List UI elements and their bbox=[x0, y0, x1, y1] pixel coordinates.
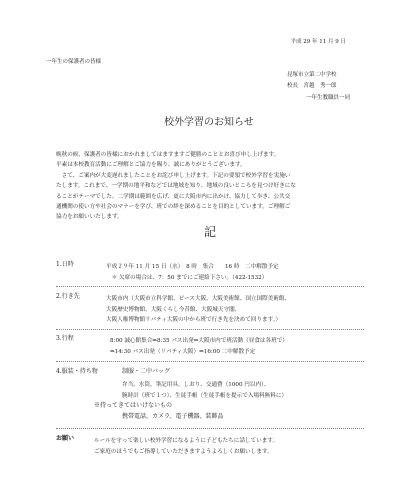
intro-line: 晩秋の候、保護者の皆様におかれましてはますますご健勝のこととお喜び申し上げます。 bbox=[56, 152, 280, 158]
item-label-belongings: 4.服装・持ち物 bbox=[56, 368, 98, 375]
detail-line: 大阪人権博物館リバティ大阪の中から班で行き先を決めて回ります。） bbox=[106, 317, 282, 323]
item-label-destination: 2.行き先 bbox=[56, 293, 80, 300]
intro-line: さて、ご案内が大変遅れましたことをお詫び申し上げます。下記の要領で校外学習を実施い bbox=[56, 172, 291, 179]
recipient: 一年生の保護者の皆様 bbox=[46, 59, 102, 65]
page-title: 校外学習のお知らせ bbox=[164, 117, 254, 128]
detail-line: 大阪歴史博物館、大阪くらし今昔館、大阪城天守閣、 bbox=[106, 306, 241, 313]
item-detail-itinerary bbox=[110, 336, 288, 357]
request-line: ルールを守って楽しい校外学習になるように子どもたちに話しています。 bbox=[94, 438, 279, 444]
intro-line: 通機関の使い方や社会のマナーを学び、班での絆を深めることを目的としています。ご理解ご bbox=[56, 204, 291, 211]
detail-line: 弁当、水筒、筆記用具、しおり、交通費（1000 円以内）、 bbox=[122, 382, 270, 388]
principal-name: 校長 宮越 秀一郎 bbox=[287, 83, 337, 89]
intro-line: たします。これまで、一学期の地平和などでは地域を知り、地域の良いところを見つけ好きにな bbox=[56, 183, 296, 190]
request-text bbox=[94, 436, 278, 457]
divider bbox=[56, 329, 364, 330]
ki-heading: 記 bbox=[204, 225, 217, 239]
issue-date: 平成 29 年 11 月 9 日 bbox=[290, 39, 346, 45]
detail-line: 平成２９年 11 月 15 日（水） 8 時 集合 16 時 二中解散予定 bbox=[106, 264, 279, 270]
item-label-itinerary: 3.行程 bbox=[56, 335, 74, 342]
item-detail-datetime bbox=[106, 262, 279, 283]
detail-line: 大阪市内（大阪市立科学館、ピース大阪、大阪美術館、国立国際美術館、 bbox=[106, 296, 291, 302]
prohibited-note: ※持ってきてはいけないもの bbox=[94, 402, 173, 409]
item-label-datetime: 1.日時 bbox=[56, 261, 74, 268]
staff-signature: 一年生教職員一同 bbox=[306, 95, 351, 101]
school-name: 昆塚市立第二中学校 bbox=[287, 72, 337, 78]
request-line: ご家庭のほうでもご指導していただきますようよろしくお願いします。 bbox=[94, 448, 273, 455]
intro-paragraph bbox=[56, 150, 296, 223]
detail-line: 腕時計（班で１つ）、生徒手帳（生徒手帳を提示で入場料無料に） bbox=[122, 392, 288, 399]
request-label: お願い bbox=[56, 435, 75, 442]
divider bbox=[56, 361, 364, 362]
intro-line: 平素は本校教育活動にご理解とご協力を賜り、誠にありがとうございます。 bbox=[56, 162, 246, 169]
detail-line: ＊ 欠席の場合は、7：50 までにご連絡下さい。（422-1532） bbox=[106, 274, 268, 281]
detail-line: 制服・二中バッグ bbox=[122, 368, 171, 375]
detail-line: 8:00 誠心館集合⇒8:35 バス出発⇒大阪市内で班活動（昼食は各班で） bbox=[110, 338, 288, 344]
intro-line: ることがテーマでした。二学期は範囲を広げ、更に大阪市内に出かけ、協力して歩き、公共交 bbox=[56, 193, 291, 200]
item-detail-destination bbox=[106, 294, 290, 326]
divider bbox=[56, 286, 364, 287]
detail-line: ⇒14:30 バス出発（リバティ大阪）⇒16:00 二中解散予定 bbox=[110, 348, 256, 355]
item-detail-belongings bbox=[122, 380, 287, 401]
intro-line: 協力をお願いいたします。 bbox=[56, 214, 123, 221]
prohibited-items: 携帯電話、カメラ、電子機器、装飾品 bbox=[122, 413, 224, 420]
divider bbox=[56, 428, 364, 429]
